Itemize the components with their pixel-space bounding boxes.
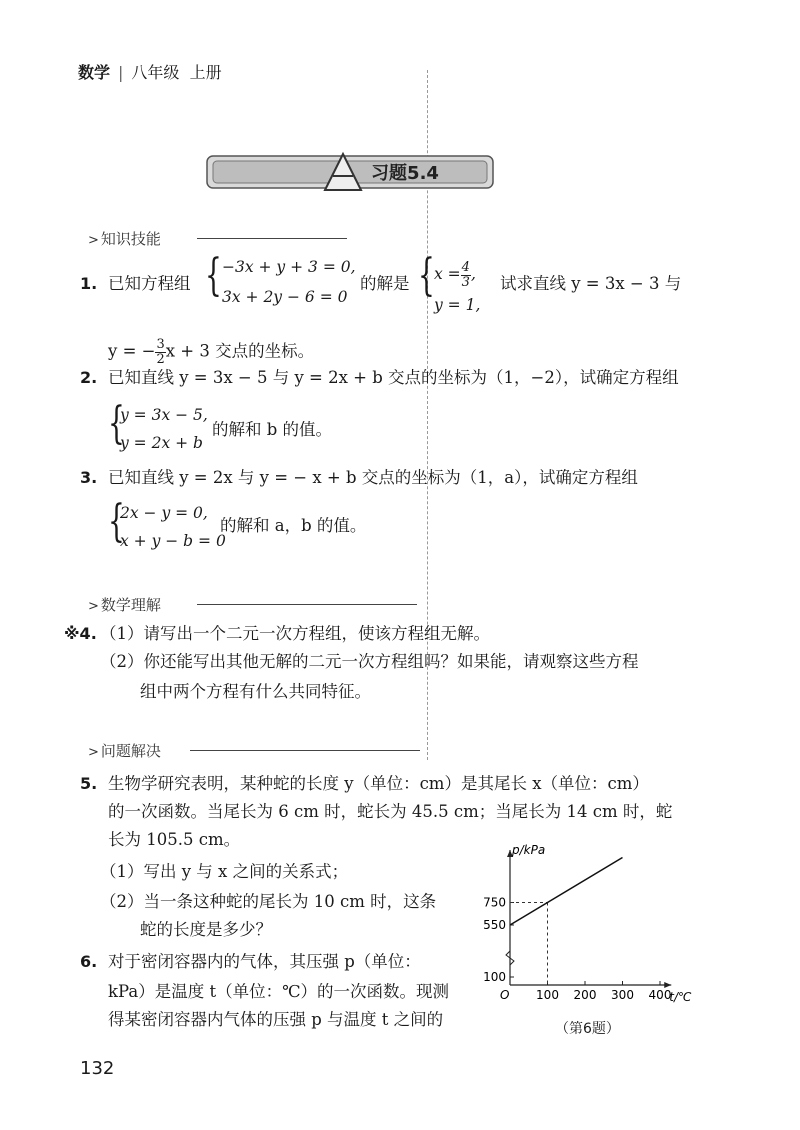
header-grade: 八年级: [131, 63, 180, 82]
p1-number: 1.: [80, 274, 98, 293]
p4-part2a: （2）你还能写出其他无解的二元一次方程组吗？如果能，请观察这些方程: [100, 652, 639, 671]
p1-line2-fraction: [155, 338, 165, 366]
p1-sol-x-comma: ,: [470, 265, 476, 284]
p2-text: 已知直线 y = 3x − 5 与 y = 2x + b 交点的坐标为（1，−2），试确定方程组: [108, 368, 679, 387]
y-tick-label: 550: [483, 918, 506, 932]
p2-number: 2.: [80, 368, 98, 387]
origin-label: O: [500, 988, 510, 1002]
p5-line2: 的一次函数。当尾长为 6 cm 时，蛇长为 45.5 cm；当尾长为 14 cm 时，蛇: [108, 802, 673, 821]
p1-line2-den: 2: [156, 351, 165, 367]
p6-line3: 得某密闭容器内气体的压强 p 与温度 t 之间的: [108, 1010, 444, 1029]
p1-solution-y: y = 1,: [434, 296, 481, 314]
p1-mid: 的解是: [360, 274, 410, 293]
x-tick-label: 400: [648, 988, 672, 1002]
p3-number: 3.: [80, 468, 98, 487]
exercise-banner: [205, 150, 495, 194]
p1-solution-x: [434, 261, 476, 289]
section-problem-solving-label: 问题解决: [100, 742, 161, 760]
section-knowledge-label: 知识技能: [100, 230, 161, 248]
p5-line3: 长为 105.5 cm。: [108, 830, 241, 849]
x-axis-label: t/℃: [669, 990, 692, 1004]
p1-line2-num: 3: [156, 337, 165, 352]
p5-line1: 生物学研究表明，某种蛇的长度 y（单位：cm）是其尾长 x（单位：cm）: [108, 774, 649, 793]
p6-number: 6.: [80, 952, 98, 971]
p3-eq1: 2x − y = 0,: [120, 504, 208, 522]
p1-line2-a: y = −: [108, 341, 156, 361]
page-header: [78, 60, 222, 83]
chevron-right-icon: >: [88, 599, 99, 614]
p5-number: 5.: [80, 774, 98, 793]
p4-number: ※4.: [64, 624, 97, 643]
p1-sol-x-num: 4: [461, 260, 470, 275]
p5-q1: （1）写出 y 与 x 之间的关系式；: [100, 862, 349, 881]
p1-sol-x-label: x =: [434, 265, 461, 284]
section-understanding-rule: [197, 604, 417, 605]
header-subject: 数学: [78, 63, 111, 82]
x-tick-label: 300: [611, 988, 634, 1002]
p1-solution-brace: {: [418, 250, 435, 301]
section-knowledge: [88, 228, 161, 249]
page-number: 132: [80, 1058, 115, 1079]
chevron-right-icon: >: [88, 233, 99, 248]
y-tick-label: 100: [483, 970, 506, 984]
p2-eq1: y = 3x − 5,: [120, 406, 208, 424]
p3-system-brace: {: [108, 496, 125, 547]
p4-part2b: 组中两个方程有什么共同特征。: [140, 682, 371, 701]
chart-caption: （第6题）: [555, 1021, 620, 1037]
section-problem-solving: [88, 740, 161, 761]
p6-line1: 对于密闭容器内的气体，其压强 p（单位：: [108, 952, 421, 971]
p3-tail: 的解和 a，b 的值。: [220, 516, 367, 535]
p3-text: 已知直线 y = 2x 与 y = − x + b 交点的坐标为（1，a），试确定方程组: [108, 468, 638, 487]
y-axis-label: p/kPa: [512, 843, 546, 857]
banner-graphic: [205, 150, 495, 194]
p5-q2b: 蛇的长度是多少？: [140, 920, 272, 939]
p3-eq2: x + y − b = 0: [120, 532, 226, 550]
pressure-temperature-chart: [470, 840, 710, 1040]
p1-lead: 已知方程组: [108, 274, 191, 293]
p2-eq2: y = 2x + b: [120, 434, 203, 452]
p1-system-brace: {: [205, 250, 222, 301]
p4-part1: （1）请写出一个二元一次方程组，使该方程组无解。: [100, 624, 490, 643]
p2-tail: 的解和 b 的值。: [212, 420, 333, 439]
chevron-right-icon: >: [88, 745, 99, 760]
p5-q2a: （2）当一条这种蛇的尾长为 10 cm 时，这条: [100, 892, 437, 911]
section-problem-solving-rule: [190, 750, 420, 751]
y-tick-label: 750: [483, 895, 506, 910]
section-understanding: [88, 594, 161, 615]
p1-line2: [108, 338, 314, 366]
p1-eq2: 3x + 2y − 6 = 0: [222, 288, 348, 306]
header-divider: |: [118, 63, 124, 82]
p2-system-brace: {: [108, 398, 125, 449]
section-knowledge-rule: [197, 238, 347, 239]
x-tick-label: 100: [536, 988, 559, 1002]
p1-sol-x-den: 3: [461, 274, 470, 290]
p6-line2: kPa）是温度 t（单位：℃）的一次函数。现测: [108, 982, 450, 1001]
p1-tail: 试求直线 y = 3x − 3 与: [500, 274, 682, 293]
series-line: [510, 858, 623, 926]
p1-eq1: −3x + y + 3 = 0,: [222, 258, 356, 276]
banner-title: 习题5.4: [371, 163, 439, 184]
section-understanding-label: 数学理解: [100, 596, 161, 614]
x-tick-label: 200: [573, 988, 597, 1002]
p1-sol-x-fraction: [461, 261, 471, 289]
p1-line2-b: x + 3 交点的坐标。: [165, 341, 315, 361]
header-volume: 上册: [189, 63, 222, 82]
